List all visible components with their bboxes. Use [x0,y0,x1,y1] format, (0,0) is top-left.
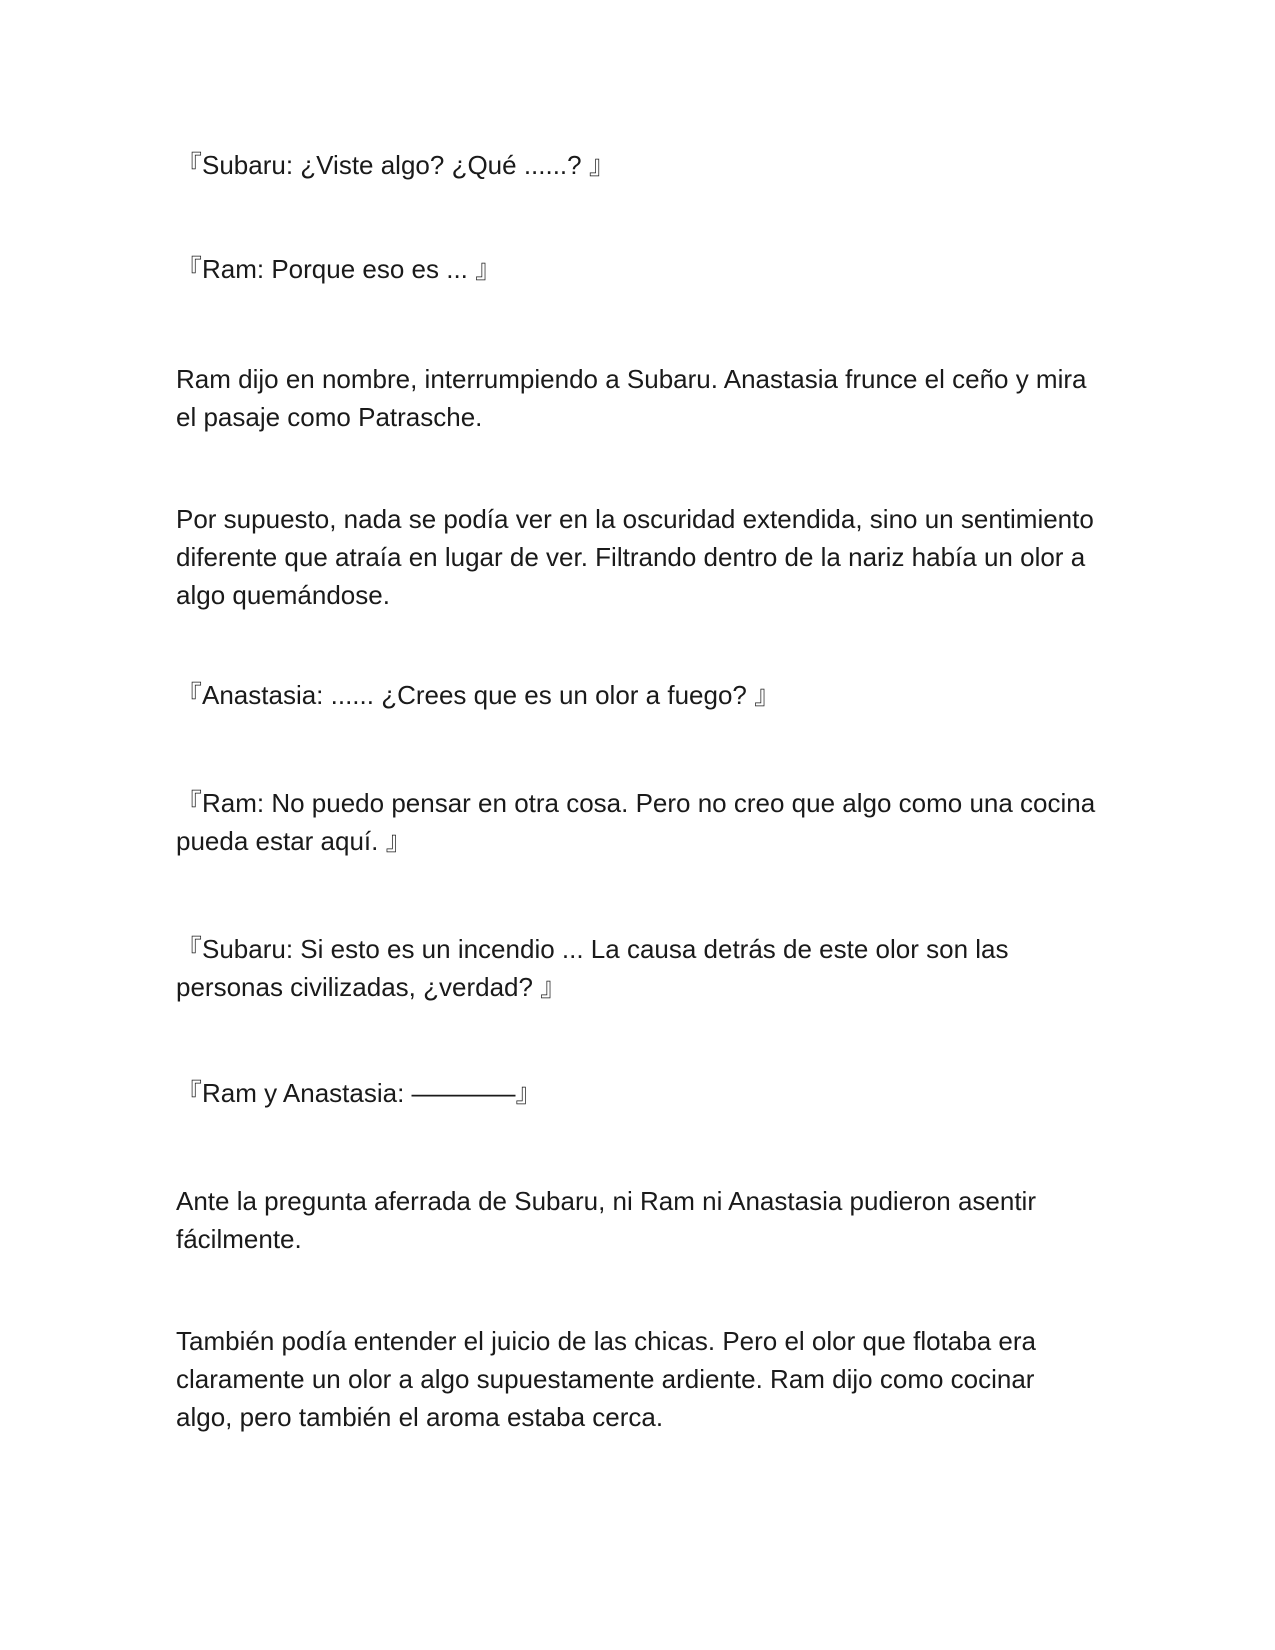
dialogue-ram-cocina: 『Ram: No puedo pensar en otra cosa. Pero no creo que algo como una cocina pueda estar aquí. 』 [176,788,1096,856]
dialogue-ram-porque: 『Ram: Porque eso es ... 』 [176,254,502,284]
narration-paragraph: También podía entender el juicio de las chicas. Pero el olor que flotaba era claramente un olor a algo supuestamente ardiente. Ram dijo como cocinar algo, pero también el aroma estaba cerca. [176,1326,1036,1432]
dialogue-subaru-viste-algo: 『Subaru: ¿Viste algo? ¿Qué ......? 』 [176,150,615,180]
narration-paragraph: Por supuesto, nada se podía ver en la oscuridad extendida, sino un sentimiento diferente que atraía en lugar de ver. Filtrando dentro de la nariz había un olor a algo quemándose. [176,504,1094,610]
dialogue-subaru-incendio: 『Subaru: Si esto es un incendio ... La causa detrás de este olor son las personas civilizadas, ¿verdad? 』 [176,934,1009,1002]
narration-paragraph: Ram dijo en nombre, interrumpiendo a Subaru. Anastasia frunce el ceño y mira el pasaje como Patrasche. [176,364,1087,432]
dialogue-anastasia-fuego: 『Anastasia: ...... ¿Crees que es un olor a fuego? 』 [176,680,781,710]
narration-paragraph: Ante la pregunta aferrada de Subaru, ni Ram ni Anastasia pudieron asentir fácilmente. [176,1186,1036,1254]
dialogue-ram-y-anastasia: 『Ram y Anastasia: ————』 [176,1078,542,1108]
